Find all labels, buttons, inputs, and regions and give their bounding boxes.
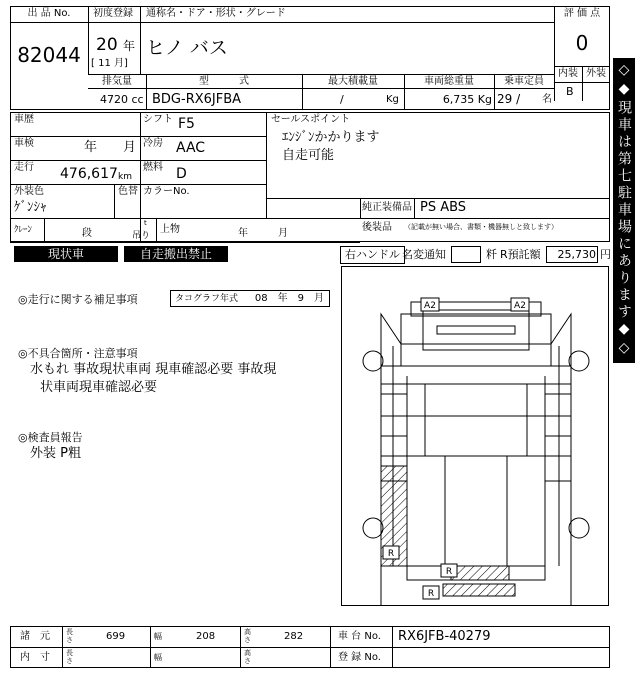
length2-label: 長さ: [66, 649, 73, 665]
score-value: 0: [575, 31, 589, 55]
mileage-mark: 粁: [486, 248, 497, 261]
color-code-label: カラーNo.: [143, 186, 190, 197]
aftermarket-note: （記載が無い場合、書類・機器無しと致します）: [404, 223, 558, 231]
r-deposit-unit: 円: [600, 248, 611, 261]
body-color-label: 外装色: [14, 186, 44, 197]
divider: [140, 112, 141, 242]
year-unit: 年: [123, 39, 136, 53]
divider: [88, 88, 554, 89]
chassis-number-value: RX6JFB-40279: [398, 629, 491, 644]
ac-value: AAC: [176, 140, 206, 156]
divider: [88, 6, 89, 74]
length-value: 699: [106, 631, 126, 642]
width-label: 幅: [154, 632, 162, 641]
width2-label: 幅: [154, 653, 162, 662]
defect-notes-label: ◎不具合箇所・注意事項: [18, 347, 138, 360]
model-label: 型 式: [199, 76, 249, 87]
current-car-badge: 現状車: [14, 246, 118, 262]
tachograph-value: 08 年 9 月: [254, 293, 324, 304]
sidebar-notice-text: ◇◆現車は第七駐車場にあります◆◇: [613, 58, 635, 363]
mark-a2-left: [421, 298, 439, 311]
lot-number: 82044: [17, 43, 81, 67]
r-deposit-label: R預託額: [500, 248, 541, 261]
divider: [140, 6, 141, 74]
first-registration-year: 20: [96, 35, 118, 55]
mileage-unit: km: [118, 172, 132, 182]
sales-point-line1: ｴﾝｼﾞﾝかかります: [282, 130, 380, 145]
divider: [392, 626, 393, 668]
driving-notes-label: ◎走行に関する補足事項: [18, 293, 138, 306]
length-label: 長さ: [66, 628, 73, 644]
divider: [10, 136, 266, 137]
exterior-label: 外装: [586, 68, 606, 79]
mark-a2-right: [511, 298, 529, 311]
divider: [10, 242, 360, 243]
defect-notes-line1: 水もれ 事故現状車両 現車確認必要 事故現: [30, 362, 277, 377]
vehicle-name-label: 通称名・ドア・形状・グレード: [146, 8, 286, 19]
tachograph-label: タコグラフ年式: [175, 294, 239, 304]
svg-text:R: R: [427, 589, 435, 599]
crane-stage: 段: [82, 228, 92, 239]
interior-grade: B: [566, 85, 574, 98]
registration-number-label: 登 録 No.: [338, 652, 381, 663]
defect-notes-line2: 状車両現車確認必要: [40, 380, 158, 395]
height-value: 282: [284, 631, 304, 642]
shaken-value: 年 月: [84, 140, 137, 155]
mark-r-center: [441, 564, 457, 577]
shaken-label: 車検: [14, 138, 34, 149]
ac-label: 冷房: [143, 138, 163, 149]
interior-dims-label: 内 寸: [20, 652, 50, 663]
divider: [114, 184, 115, 218]
divider: [554, 82, 610, 83]
ton-label: t: [144, 219, 147, 227]
divider: [10, 184, 266, 185]
fuel-label: 燃料: [143, 162, 163, 173]
svg-text:A2: A2: [514, 301, 526, 311]
divider: [10, 218, 610, 219]
svg-text:R: R: [387, 549, 395, 559]
first-registration-label: 初度登録: [93, 8, 133, 19]
divider: [240, 626, 241, 668]
gross-weight-label: 車両総重量: [424, 76, 474, 87]
body-color-value: ｹﾞﾝｼｬ: [14, 200, 47, 215]
score-label: 評 価 点: [563, 8, 601, 19]
name-change-box: [451, 246, 481, 263]
inspector-report-text: 外装 P粗: [30, 446, 81, 461]
divider: [360, 198, 361, 218]
mileage-label: 走行: [14, 162, 34, 173]
divider: [10, 647, 610, 648]
divider: [10, 160, 266, 161]
shift-value: F5: [178, 116, 195, 132]
suspend-label: 吊り: [132, 231, 151, 241]
divider: [150, 626, 151, 668]
lot-number-label: 出 品 No.: [27, 8, 71, 19]
max-load-unit: Kg: [386, 94, 399, 105]
mark-r-left: [383, 546, 399, 559]
vehicle-name: ヒノ バス: [146, 37, 228, 59]
divider: [10, 22, 88, 23]
mark-r-bottom: [423, 586, 439, 599]
svg-text:R: R: [445, 567, 453, 577]
sidebar-notice: [613, 58, 635, 664]
name-change-label: 名変通知: [402, 248, 446, 261]
divider: [44, 218, 45, 242]
svg-text:A2: A2: [424, 301, 436, 311]
capacity-unit: 名: [542, 94, 552, 105]
upper-label: 上物: [160, 224, 180, 235]
upper-value: 年 月: [238, 228, 288, 239]
sales-point-line2: 自走可能: [282, 148, 335, 163]
chassis-number-label: 車 台 No.: [338, 631, 381, 642]
sales-point-label: セールスポイント: [271, 114, 351, 125]
divider: [330, 626, 331, 668]
max-load-value: /: [340, 93, 344, 106]
no-self-drive-badge: 自走搬出禁止: [124, 246, 228, 262]
divider: [156, 218, 157, 242]
color-change-label: 色替: [118, 186, 138, 197]
equipment-value: PS ABS: [420, 200, 467, 215]
capacity-label: 乗車定員: [504, 76, 544, 87]
inspector-report-label: ◎検査員報告: [18, 431, 83, 444]
tachograph-box: [170, 290, 330, 307]
height-label: 高さ: [244, 628, 251, 644]
interior-label: 内装: [558, 68, 578, 79]
divider: [88, 74, 554, 75]
fuel-value: D: [176, 166, 187, 182]
first-registration-month: [ 11 月]: [91, 58, 128, 69]
aftermarket-label: 後装品: [362, 222, 392, 233]
width-value: 208: [196, 631, 216, 642]
right-hand-drive-box: 右ハンドル: [340, 246, 405, 264]
dimensions-label: 諸 元: [20, 631, 50, 642]
r-deposit-value: 25,730: [557, 248, 596, 261]
divider: [266, 112, 267, 218]
model-value: BDG-RX6JFBA: [152, 92, 242, 107]
vehicle-diagram: [341, 266, 609, 606]
shift-label: シフト: [143, 114, 173, 125]
capacity-value: 29 /: [497, 92, 521, 106]
mileage-value: 476,617: [60, 166, 118, 182]
divider: [414, 198, 415, 218]
history-label: 車歴: [14, 114, 34, 125]
divider: [88, 22, 554, 23]
divider: [266, 198, 610, 199]
equipment-label: 純正装備品: [362, 202, 412, 213]
crane-label: ｸﾚｰﾝ: [14, 225, 33, 235]
max-load-label: 最大積載量: [328, 76, 378, 87]
displacement-label: 排気量: [102, 76, 132, 87]
displacement-value: 4720 cc: [100, 93, 144, 106]
gross-weight-value: 6,735 Kg: [442, 93, 492, 106]
height2-label: 高さ: [244, 649, 251, 665]
divider: [62, 626, 63, 668]
